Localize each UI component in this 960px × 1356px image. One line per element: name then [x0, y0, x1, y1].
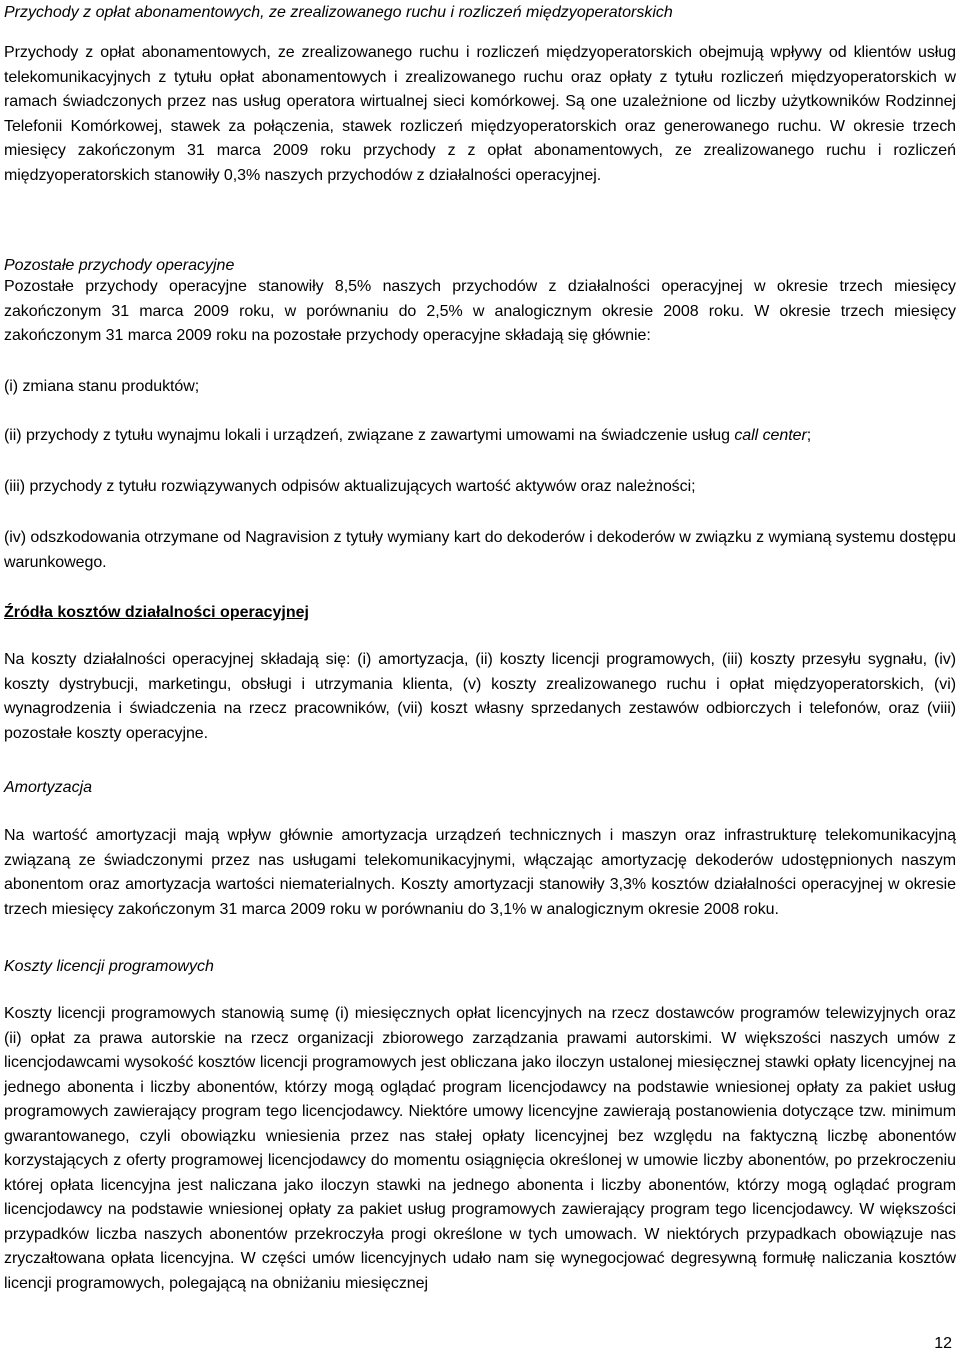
- section-heading-operating-cost-sources: Źródła kosztów działalności operacyjnej: [4, 604, 309, 621]
- list-item-italic-term: call center: [734, 427, 807, 444]
- list-item: (i) zmiana stanu produktów;: [4, 378, 200, 395]
- section-heading-other-operating-revenue: Pozostałe przychody operacyjne: [4, 257, 235, 274]
- section-heading-programming-license-costs: Koszty licencji programowych: [4, 958, 214, 975]
- section-heading-depreciation: Amortyzacja: [4, 779, 93, 796]
- paragraph-depreciation: Na wartość amortyzacji mają wpływ głównie amortyzacja urządzeń technicznych i maszyn oraz infrastrukturę telekomunikacyjną związaną ze świadczonymi przez nas usługami telekomunikacyjnymi, włączając amortyzację dekoderów udostępnionych naszym abonentom oraz amortyzacja wartości niematerialnych. Koszty amortyzacji stanowiły 3,3% kosztów działalności operacyjnej w okresie trzech miesięcy zakończonym 31 marca 2009 roku w porównaniu do 3,1% w analogicznym okresie 2008 roku.: [4, 827, 956, 918]
- paragraph-programming-license-costs: Koszty licencji programowych stanowią sumę (i) miesięcznych opłat licencyjnych na rzecz dostawców programów telewizyjnych oraz (ii) opłat za prawa autorskie na rzecz organizacji zbiorowego zarządzania prawami autorskimi. W większości naszych umów z licencjodawcami wysokość kosztów licencji programowych jest obliczana jako iloczyn ustalonej miesięcznej stawki opłaty licencyjnej na jednego abonenta i liczby abonentów, którzy mogą oglądać program licencjodawcy na podstawie wniesionej opłaty za pakiet usług programowych zawierający program tego licencjodawcy. Niektóre umowy licencyjne zawierają postanowienia dotyczące tzw. minimum gwarantowanego, czyli obowiązku wniesienia przez nas stałej opłaty licencyjnej bez względu na faktyczną liczbę abonentów korzystających z oferty programowej licencjodawcy do momentu osiągnięcia określonej w umowie liczby abonentów, po przekroczeniu której opłata licencyjna jest naliczana jako iloczyn stawki na jednego abonenta i liczby abonentów, którzy mogą oglądać program licencjodawcy na podstawie wniesionej opłaty za pakiet usług programowych zawierający program tego licencjodawcy. W większości przypadków liczba naszych abonentów przekroczyła progi określone w tych umowach. W niektórych przypadkach obowiązuje nas zryczałtowana opłata licencyjna. W części umów licencyjnych udało nam się wynegocjować degresywną formułę naliczania kosztów licencji programowych, polegającą na obniżaniu miesięcznej: [4, 1005, 956, 1292]
- page-number: 12: [934, 1335, 952, 1352]
- section-heading-subscription-revenue: Przychody z opłat abonamentowych, ze zrealizowanego ruchu i rozliczeń międzyoperatorskich: [4, 4, 673, 21]
- list-item-text: (ii) przychody z tytułu wynajmu lokali i urządzeń, związane z zawartymi umowami na świadczenie usług: [4, 427, 735, 444]
- list-item: (iii) przychody z tytułu rozwiązywanych odpisów aktualizujących wartość aktywów oraz należności;: [4, 478, 696, 495]
- list-item: (iv) odszkodowania otrzymane od Nagravision z tytuły wymiany kart do dekoderów i dekoderów w związku z wymianą systemu dostępu warunkowego.: [4, 529, 956, 571]
- list-item-suffix: ;: [806, 427, 812, 444]
- list-item: [4, 424, 956, 449]
- paragraph-subscription-revenue: Przychody z opłat abonamentowych, ze zrealizowanego ruchu i rozliczeń międzyoperatorskich obejmują wpływy od klientów usług telekomunikacyjnych z tytułu opłat abonamentowych i zrealizowanego ruchu oraz opłaty z tytułu rozliczeń międzyoperatorskich w ramach świadczonych przez nas usług operatora wirtualnej sieci komórkowej. Są one uzależnione od liczby użytkowników Rodzinnej Telefonii Komórkowej, stawek za połączenia, stawek rozliczeń międzyoperatorskich oraz generowanego ruchu. W okresie trzech miesięcy zakończonym 31 marca 2009 roku przychody z z opłat abonamentowych, ze zrealizowanego ruchu i rozliczeń międzyoperatorskich stanowiły 0,3% naszych przychodów z działalności operacyjnej.: [4, 44, 956, 184]
- paragraph-other-operating-revenue: Pozostałe przychody operacyjne stanowiły 8,5% naszych przychodów z działalności operacyjnej w okresie trzech miesięcy zakończonym 31 marca 2009 roku, w porównaniu do 2,5% w analogicznym okresie 2008 roku. W okresie trzech miesięcy zakończonym 31 marca 2009 roku na pozostałe przychody operacyjne składają się głównie:: [4, 278, 956, 344]
- paragraph-operating-cost-sources: Na koszty działalności operacyjnej składają się: (i) amortyzacja, (ii) koszty licencji programowych, (iii) koszty przesyłu sygnału, (iv) koszty dystrybucji, marketingu, obsługi i utrzymania klienta, (v) koszty zrealizowanego ruchu i opłat międzyoperatorskich, (vi) wynagrodzenia i świadczenia na rzecz pracowników, (vii) koszt własny sprzedanych zestawów odbiorczych i telefonów, oraz (viii) pozostałe koszty operacyjne.: [4, 651, 956, 742]
